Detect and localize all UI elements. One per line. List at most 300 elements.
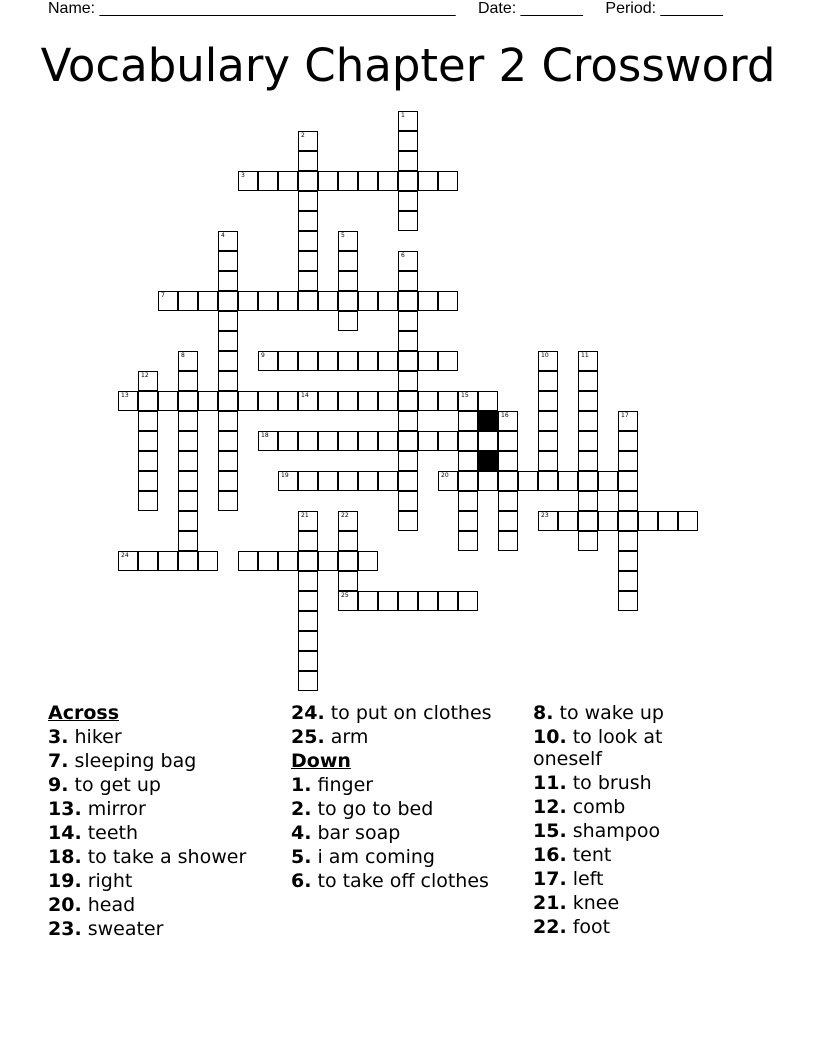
crossword-cell[interactable]	[398, 471, 418, 491]
crossword-cell[interactable]	[258, 431, 278, 451]
clue-text: to get up	[68, 774, 161, 796]
clue-text: head	[81, 894, 136, 916]
clue-number-label: 6.	[291, 870, 312, 892]
crossword-cell[interactable]	[338, 571, 358, 591]
crossword-cell[interactable]	[318, 471, 338, 491]
crossword-cell[interactable]	[138, 471, 158, 491]
crossword-cell[interactable]	[298, 651, 318, 671]
clues-column-3	[533, 702, 733, 940]
crossword-cell[interactable]	[178, 531, 198, 551]
clue-number: 2	[301, 132, 305, 139]
clue-item	[48, 822, 284, 844]
crossword-cell[interactable]	[538, 511, 558, 531]
crossword-cell[interactable]	[298, 631, 318, 651]
crossword-cell[interactable]	[458, 511, 478, 531]
crossword-cell[interactable]	[218, 331, 238, 351]
crossword-cell[interactable]	[298, 531, 318, 551]
clue-number: 21	[301, 512, 309, 519]
crossword-cell[interactable]	[278, 551, 298, 571]
clue-text: finger	[311, 774, 374, 796]
crossword-cell[interactable]	[318, 291, 338, 311]
crossword-cell[interactable]	[398, 171, 418, 191]
crossword-cell[interactable]	[578, 351, 598, 371]
crossword-cell[interactable]	[618, 471, 638, 491]
crossword-cell[interactable]	[178, 511, 198, 531]
clue-text: i am coming	[311, 846, 435, 868]
crossword-cell[interactable]	[178, 391, 198, 411]
crossword-cell[interactable]	[278, 291, 298, 311]
crossword-cell[interactable]	[238, 551, 258, 571]
crossword-cell[interactable]	[218, 251, 238, 271]
clue-number: 6	[401, 252, 405, 259]
crossword-cell[interactable]	[358, 391, 378, 411]
crossword-cell[interactable]	[458, 591, 478, 611]
crossword-cell[interactable]	[398, 351, 418, 371]
crossword-cell[interactable]	[418, 431, 438, 451]
crossword-cell[interactable]	[498, 451, 518, 471]
crossword-cell[interactable]	[338, 251, 358, 271]
crossword-cell[interactable]	[258, 351, 278, 371]
clue-number: 5	[341, 232, 345, 239]
crossword-cell[interactable]	[398, 271, 418, 291]
clue-text: to take a shower	[81, 846, 247, 868]
down-clues-list	[291, 774, 527, 892]
crossword-cell[interactable]	[278, 171, 298, 191]
crossword-cell[interactable]	[218, 311, 238, 331]
crossword-cell[interactable]	[418, 591, 438, 611]
crossword-cell[interactable]	[358, 291, 378, 311]
crossword-cell[interactable]	[458, 471, 478, 491]
crossword-cell[interactable]	[318, 391, 338, 411]
clue-number-label: 21.	[533, 892, 567, 914]
crossword-cell[interactable]	[618, 491, 638, 511]
crossword-cell[interactable]	[578, 451, 598, 471]
crossword-cell[interactable]	[338, 311, 358, 331]
crossword-cell[interactable]	[318, 351, 338, 371]
clue-number: 22	[341, 512, 349, 519]
crossword-cell[interactable]	[538, 431, 558, 451]
clue-text: left	[566, 868, 604, 890]
crossword-cell[interactable]	[218, 491, 238, 511]
crossword-cell[interactable]	[298, 351, 318, 371]
crossword-cell[interactable]	[218, 371, 238, 391]
crossword-cell[interactable]	[498, 431, 518, 451]
crossword-cell[interactable]	[138, 451, 158, 471]
crossword-cell[interactable]	[218, 471, 238, 491]
clue-text: mirror	[81, 798, 146, 820]
clue-number-label: 24.	[291, 702, 325, 724]
crossword-cell[interactable]	[398, 311, 418, 331]
clue-number: 15	[461, 392, 469, 399]
crossword-cell[interactable]	[518, 471, 538, 491]
crossword-cell[interactable]	[358, 471, 378, 491]
crossword-cell[interactable]	[498, 471, 518, 491]
clue-item	[291, 774, 527, 796]
clue-text: to put on clothes	[324, 702, 492, 724]
crossword-cell[interactable]	[398, 131, 418, 151]
crossword-cell[interactable]	[418, 171, 438, 191]
across-clues-list	[48, 726, 284, 940]
crossword-cell[interactable]	[438, 391, 458, 411]
crossword-cell[interactable]	[178, 451, 198, 471]
clue-number: 17	[621, 412, 629, 419]
clue-item	[48, 726, 284, 748]
student-info-line	[48, 0, 741, 18]
clue-number: 3	[241, 172, 245, 179]
crossword-cell[interactable]	[298, 171, 318, 191]
crossword-cell[interactable]	[298, 391, 318, 411]
clue-number: 14	[301, 392, 309, 399]
crossword-cell[interactable]	[298, 271, 318, 291]
crossword-cell[interactable]	[418, 351, 438, 371]
clue-number-label: 22.	[533, 916, 567, 938]
crossword-cell[interactable]	[298, 471, 318, 491]
crossword-cell[interactable]	[578, 531, 598, 551]
crossword-cell[interactable]	[538, 351, 558, 371]
clue-number: 1	[401, 112, 405, 119]
crossword-cell[interactable]	[498, 511, 518, 531]
crossword-cell[interactable]	[578, 471, 598, 491]
crossword-cell[interactable]	[138, 391, 158, 411]
crossword-cell[interactable]	[298, 611, 318, 631]
crossword-cell[interactable]	[598, 471, 618, 491]
crossword-cell[interactable]	[638, 511, 658, 531]
crossword-cell[interactable]	[338, 171, 358, 191]
crossword-cell[interactable]	[598, 511, 618, 531]
crossword-cell[interactable]	[318, 551, 338, 571]
crossword-cell[interactable]	[618, 431, 638, 451]
crossword-cell[interactable]	[578, 371, 598, 391]
crossword-cell[interactable]	[178, 431, 198, 451]
crossword-cell[interactable]	[358, 591, 378, 611]
clue-item	[291, 846, 527, 868]
crossword-cell[interactable]	[138, 551, 158, 571]
crossword-cell[interactable]	[618, 451, 638, 471]
clues-column-1	[48, 702, 284, 942]
crossword-cell[interactable]	[298, 211, 318, 231]
crossword-cell[interactable]	[398, 511, 418, 531]
crossword-cell[interactable]	[298, 131, 318, 151]
crossword-cell[interactable]	[218, 411, 238, 431]
crossword-cell[interactable]	[538, 451, 558, 471]
crossword-cell[interactable]	[338, 271, 358, 291]
crossword-cell[interactable]	[398, 191, 418, 211]
crossword-cell[interactable]	[578, 511, 598, 531]
clue-item	[291, 798, 527, 820]
crossword-cell[interactable]	[258, 291, 278, 311]
clue-number: 9	[261, 352, 265, 359]
clue-number: 12	[141, 372, 149, 379]
crossword-cell[interactable]	[338, 511, 358, 531]
crossword-cell[interactable]	[338, 531, 358, 551]
crossword-cell[interactable]	[398, 211, 418, 231]
clue-number-label: 23.	[48, 918, 82, 940]
crossword-cell[interactable]	[338, 351, 358, 371]
clue-text: to look at oneself	[533, 726, 663, 770]
crossword-cell[interactable]	[218, 231, 238, 251]
clue-number: 13	[121, 392, 129, 399]
clue-text: foot	[566, 916, 611, 938]
crossword-cell[interactable]	[358, 351, 378, 371]
crossword-cell[interactable]	[558, 471, 578, 491]
crossword-cell[interactable]	[198, 391, 218, 411]
crossword-cell[interactable]	[498, 491, 518, 511]
clue-number-label: 9.	[48, 774, 69, 796]
crossword-cell[interactable]	[498, 411, 518, 431]
crossword-cell[interactable]	[438, 171, 458, 191]
crossword-cell[interactable]	[218, 451, 238, 471]
crossword-cell[interactable]	[378, 471, 398, 491]
crossword-cell[interactable]	[398, 151, 418, 171]
clue-number-label: 5.	[291, 846, 312, 868]
crossword-cell[interactable]	[338, 431, 358, 451]
crossword-cell[interactable]	[298, 191, 318, 211]
crossword-cell[interactable]	[398, 331, 418, 351]
crossword-cell[interactable]	[578, 431, 598, 451]
crossword-cell[interactable]	[178, 551, 198, 571]
clue-number-label: 7.	[48, 750, 69, 772]
crossword-cell[interactable]	[278, 391, 298, 411]
clue-item	[533, 892, 733, 914]
crossword-cell[interactable]	[558, 511, 578, 531]
clue-item	[291, 870, 527, 892]
crossword-cell[interactable]	[218, 351, 238, 371]
crossword-cell[interactable]	[618, 511, 638, 531]
crossword-cell[interactable]	[378, 431, 398, 451]
crossword-cell[interactable]	[258, 551, 278, 571]
crossword-cell[interactable]	[418, 291, 438, 311]
clue-text: teeth	[81, 822, 139, 844]
clue-number: 19	[281, 472, 289, 479]
clue-number: 20	[441, 472, 449, 479]
period-field[interactable]: Period: _______	[605, 0, 723, 17]
crossword-cell[interactable]	[438, 431, 458, 451]
clue-item	[533, 772, 733, 794]
crossword-cell[interactable]	[538, 411, 558, 431]
clue-text: knee	[566, 892, 620, 914]
crossword-cell[interactable]	[538, 371, 558, 391]
clue-text: comb	[566, 796, 626, 818]
crossword-cell[interactable]	[338, 471, 358, 491]
clue-number: 16	[501, 412, 509, 419]
crossword-cell[interactable]	[498, 531, 518, 551]
clue-number-label: 25.	[291, 726, 325, 748]
crossword-cell[interactable]	[158, 551, 178, 571]
crossword-cell[interactable]	[338, 591, 358, 611]
crossword-cell[interactable]	[318, 171, 338, 191]
crossword-cell[interactable]	[238, 171, 258, 191]
crossword-cell[interactable]	[278, 431, 298, 451]
crossword-cell[interactable]	[198, 291, 218, 311]
across-clues-list-cont	[291, 702, 527, 748]
crossword-cell[interactable]	[398, 391, 418, 411]
crossword-cell[interactable]	[438, 291, 458, 311]
crossword-cell[interactable]	[338, 551, 358, 571]
crossword-cell[interactable]	[378, 171, 398, 191]
clue-number-label: 1.	[291, 774, 312, 796]
crossword-cell[interactable]	[138, 371, 158, 391]
crossword-cell[interactable]	[458, 411, 478, 431]
crossword-cell[interactable]	[678, 511, 698, 531]
crossword-cell[interactable]	[118, 391, 138, 411]
clues-column-2	[291, 702, 527, 894]
crossword-cell[interactable]	[298, 151, 318, 171]
clue-text: sweater	[81, 918, 164, 940]
crossword-cell[interactable]	[338, 391, 358, 411]
crossword-cell[interactable]	[178, 411, 198, 431]
crossword-cell[interactable]	[538, 391, 558, 411]
clue-text: to go to bed	[311, 798, 434, 820]
clue-text: to take off clothes	[311, 870, 489, 892]
clue-number: 8	[181, 352, 185, 359]
crossword-cell[interactable]	[298, 251, 318, 271]
crossword-cell[interactable]	[298, 511, 318, 531]
clue-text: hiker	[68, 726, 122, 748]
crossword-cell[interactable]	[438, 471, 458, 491]
clue-number-label: 10.	[533, 726, 567, 748]
crossword-cell[interactable]	[458, 431, 478, 451]
crossword-cell[interactable]	[478, 471, 498, 491]
crossword-cell[interactable]	[378, 591, 398, 611]
crossword-cell[interactable]	[218, 271, 238, 291]
crossword-cell[interactable]	[258, 391, 278, 411]
crossword-cell[interactable]	[378, 291, 398, 311]
crossword-cell[interactable]	[398, 251, 418, 271]
crossword-cell[interactable]	[618, 411, 638, 431]
clue-number-label: 17.	[533, 868, 567, 890]
clue-number-label: 15.	[533, 820, 567, 842]
crossword-cell[interactable]	[318, 431, 338, 451]
clue-item	[533, 820, 733, 842]
crossword-cell[interactable]	[138, 431, 158, 451]
crossword-cell[interactable]	[138, 411, 158, 431]
clue-item	[533, 702, 733, 724]
crossword-cell[interactable]	[158, 291, 178, 311]
crossword-cell[interactable]	[238, 291, 258, 311]
clue-text: to wake up	[553, 702, 664, 724]
crossword-cell[interactable]	[298, 671, 318, 691]
crossword-cell[interactable]	[118, 551, 138, 571]
crossword-cell[interactable]	[218, 291, 238, 311]
clue-number-label: 3.	[48, 726, 69, 748]
crossword-cell[interactable]	[458, 451, 478, 471]
clue-item	[48, 750, 284, 772]
crossword-cell[interactable]	[258, 171, 278, 191]
crossword-cell[interactable]	[298, 551, 318, 571]
crossword-cell[interactable]	[398, 451, 418, 471]
crossword-cell[interactable]	[538, 471, 558, 491]
crossword-cell[interactable]	[398, 111, 418, 131]
crossword-cell[interactable]	[458, 391, 478, 411]
crossword-cell[interactable]	[398, 491, 418, 511]
crossword-cell[interactable]	[438, 351, 458, 371]
crossword-cell[interactable]	[478, 431, 498, 451]
clue-number-label: 4.	[291, 822, 312, 844]
clue-item	[48, 918, 284, 940]
crossword-cell[interactable]	[618, 571, 638, 591]
crossword-cell[interactable]	[618, 551, 638, 571]
clue-number-label: 8.	[533, 702, 554, 724]
crossword-cell[interactable]	[438, 591, 458, 611]
crossword-cell[interactable]	[278, 471, 298, 491]
clue-item	[48, 870, 284, 892]
crossword-cell[interactable]	[358, 551, 378, 571]
crossword-cell[interactable]	[298, 231, 318, 251]
clue-text: shampoo	[566, 820, 661, 842]
crossword-cell[interactable]	[298, 291, 318, 311]
crossword-cell[interactable]	[398, 431, 418, 451]
crossword-cell[interactable]	[178, 491, 198, 511]
clue-item	[291, 702, 527, 724]
clue-number-label: 2.	[291, 798, 312, 820]
crossword-cell[interactable]	[578, 411, 598, 431]
crossword-cell[interactable]	[578, 491, 598, 511]
crossword-cell[interactable]	[338, 231, 358, 251]
crossword-cell[interactable]	[398, 591, 418, 611]
clue-item	[533, 868, 733, 890]
crossword-cell[interactable]	[298, 431, 318, 451]
crossword-cell[interactable]	[458, 531, 478, 551]
crossword-cell[interactable]	[458, 491, 478, 511]
clue-number-label: 14.	[48, 822, 82, 844]
crossword-cell[interactable]	[178, 471, 198, 491]
clue-number: 4	[221, 232, 225, 239]
crossword-cell[interactable]	[358, 171, 378, 191]
crossword-cell[interactable]	[398, 291, 418, 311]
crossword-cell[interactable]	[578, 391, 598, 411]
crossword-cell[interactable]	[338, 291, 358, 311]
crossword-cell[interactable]	[398, 411, 418, 431]
clue-number-label: 13.	[48, 798, 82, 820]
crossword-cell[interactable]	[158, 391, 178, 411]
crossword-cell[interactable]	[218, 431, 238, 451]
crossword-cell[interactable]	[478, 391, 498, 411]
crossword-cell[interactable]	[178, 291, 198, 311]
crossword-cell[interactable]	[218, 391, 238, 411]
crossword-cell[interactable]	[658, 511, 678, 531]
crossword-cell[interactable]	[618, 531, 638, 551]
crossword-cell[interactable]	[298, 591, 318, 611]
crossword-cell[interactable]	[378, 391, 398, 411]
clue-number-label: 16.	[533, 844, 567, 866]
name-field[interactable]: Name: ________________________________________	[48, 0, 456, 17]
crossword-cell[interactable]	[138, 491, 158, 511]
crossword-cell[interactable]	[298, 571, 318, 591]
clue-text: sleeping bag	[68, 750, 197, 772]
crossword-cell[interactable]	[238, 391, 258, 411]
clue-number-label: 18.	[48, 846, 82, 868]
clue-number: 23	[541, 512, 549, 519]
clue-item	[48, 774, 284, 796]
crossword-cell[interactable]	[178, 371, 198, 391]
crossword-cell[interactable]	[378, 351, 398, 371]
crossword-cell[interactable]	[278, 351, 298, 371]
date-field[interactable]: Date: _______	[477, 0, 583, 17]
clue-number: 11	[581, 352, 589, 359]
clue-number-label: 11.	[533, 772, 567, 794]
clue-number: 25	[341, 592, 349, 599]
clue-item	[533, 916, 733, 938]
crossword-cell[interactable]	[358, 431, 378, 451]
across-heading: Across	[48, 702, 120, 724]
clue-number: 24	[121, 552, 129, 559]
crossword-cell[interactable]	[398, 371, 418, 391]
crossword-cell[interactable]	[178, 351, 198, 371]
crossword-cell[interactable]	[418, 391, 438, 411]
crossword-cell[interactable]	[198, 551, 218, 571]
clue-number-label: 19.	[48, 870, 82, 892]
crossword-cell[interactable]	[618, 591, 638, 611]
